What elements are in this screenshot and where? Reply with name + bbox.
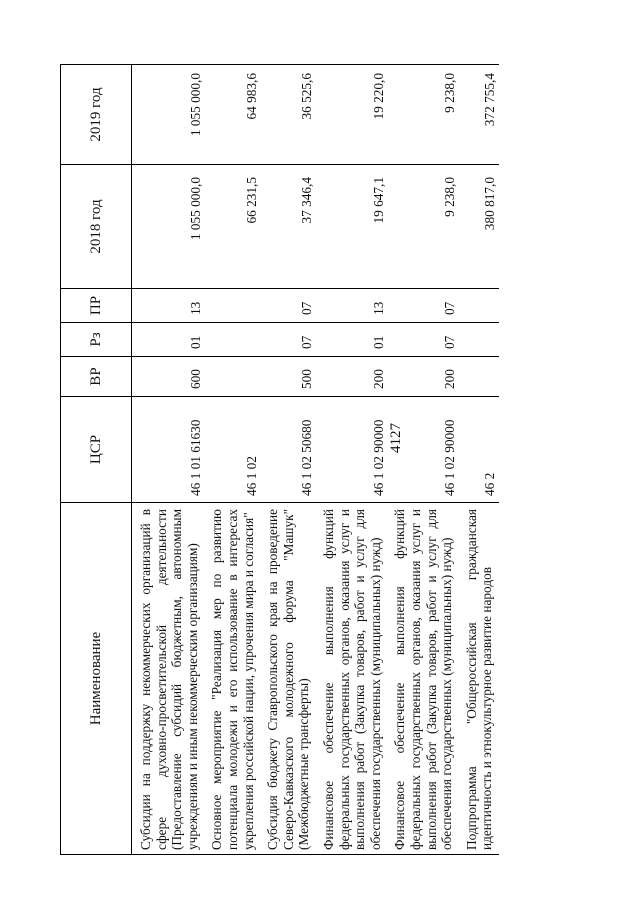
table-row <box>260 65 316 855</box>
header-2018: 2018 год <box>61 165 132 289</box>
row-vr <box>204 357 260 397</box>
row-rz: 07 <box>260 323 316 357</box>
table-row <box>316 65 387 855</box>
row-vr: 600 <box>132 357 205 397</box>
header-rz: Рз <box>61 323 132 357</box>
budget-table <box>60 64 499 855</box>
header-vr: ВР <box>61 357 132 397</box>
row-2019: 372 755,4 <box>459 65 499 165</box>
row-vr <box>459 357 499 397</box>
row-name: Финансовое обеспечение выполнения функций федеральных государственных органов, оказания услуг и выполнения работ (Закупка товаров, работ и услуг для обеспечения государственных (муниципальных) нужд) <box>316 503 387 855</box>
header-csr: ЦСР <box>61 397 132 503</box>
header-row <box>61 65 132 855</box>
row-pr: 13 <box>132 289 205 323</box>
row-2018: 380 817,0 <box>459 165 499 289</box>
row-csr: 46 1 02 50680 <box>260 397 316 503</box>
row-rz <box>459 323 499 357</box>
row-2019: 9 238,0 <box>387 65 458 165</box>
row-vr: 500 <box>260 357 316 397</box>
row-vr: 200 <box>387 357 458 397</box>
row-name: Субсидии на поддержку некоммерческих организаций в сфере духовно-просветительской деятельности (Предоставление субсидий бюджетным, автономным учреждениям и иным некоммерческим организациям) <box>132 503 205 855</box>
header-2019: 2019 год <box>61 65 132 165</box>
row-name: Основное мероприятие "Реализация мер по развитию потенциала молодежи и его использование в интересах укрепления российской нации, упрочения мира и согласия" <box>204 503 260 855</box>
rotated-table-container <box>60 65 580 855</box>
row-rz <box>204 323 260 357</box>
row-rz: 07 <box>387 323 458 357</box>
row-2018: 37 346,4 <box>260 165 316 289</box>
row-2018: 66 231,5 <box>204 165 260 289</box>
row-pr: 13 <box>316 289 387 323</box>
header-pr: ПР <box>61 289 132 323</box>
row-name: Подпрограмма "Общероссийская гражданская идентичность и этнокультурное развитие народов <box>459 503 499 855</box>
row-csr: 46 2 <box>459 397 499 503</box>
header-name: Наименование <box>61 503 132 855</box>
table-row <box>204 65 260 855</box>
row-name: Финансовое обеспечение выполнения функций федеральных государственных органов, оказания услуг и выполнения работ (Закупка товаров, работ и услуг для обеспечения государственных (муниципальных) нужд) <box>387 503 458 855</box>
row-csr: 46 1 02 90000 <box>316 397 387 503</box>
table-row <box>387 65 458 855</box>
row-2018: 9 238,0 <box>387 165 458 289</box>
page-number: 4127 <box>388 423 404 453</box>
row-pr: 07 <box>260 289 316 323</box>
table-row <box>459 65 499 855</box>
row-rz: 01 <box>316 323 387 357</box>
row-csr: 46 1 02 90000 <box>387 397 458 503</box>
row-vr: 200 <box>316 357 387 397</box>
row-2018: 19 647,1 <box>316 165 387 289</box>
row-csr: 46 1 01 61630 <box>132 397 205 503</box>
row-pr <box>204 289 260 323</box>
row-name: Субсидия бюджету Ставропольского края на проведение Северо-Кавказского молодежного форума "Машук" (Межбюджетные трансферты) <box>260 503 316 855</box>
row-2019: 64 983,6 <box>204 65 260 165</box>
row-2019: 1 055 000,0 <box>132 65 205 165</box>
row-2019: 36 525,6 <box>260 65 316 165</box>
row-2019: 19 220,0 <box>316 65 387 165</box>
table-row <box>132 65 205 855</box>
row-2018: 1 055 000,0 <box>132 165 205 289</box>
row-csr: 46 1 02 <box>204 397 260 503</box>
row-rz: 01 <box>132 323 205 357</box>
row-pr: 07 <box>387 289 458 323</box>
row-pr <box>459 289 499 323</box>
